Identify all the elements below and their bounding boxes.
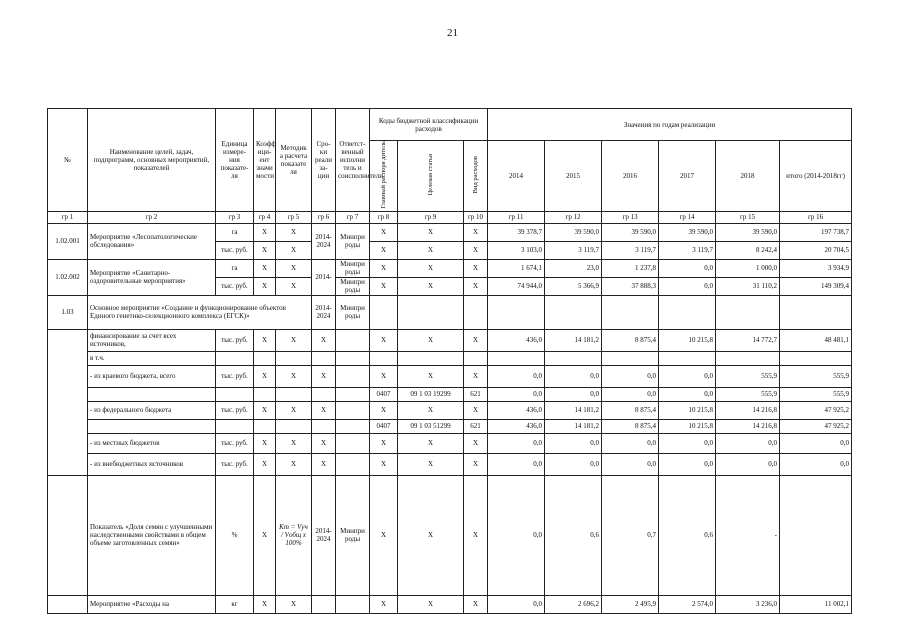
value-cell: 0,0: [602, 387, 659, 401]
group-label: гр 7: [336, 211, 370, 223]
coef-cell: X: [254, 329, 276, 351]
term-cell: 2014-2024: [312, 223, 336, 259]
code-cell: X: [398, 365, 464, 387]
value-cell: 0,0: [488, 387, 545, 401]
code-cell: X: [370, 453, 398, 475]
method-cell: X: [276, 595, 312, 613]
table-row: [48, 351, 852, 365]
row-name: - из краевого бюджета, всего: [88, 365, 216, 387]
group-label: гр 5: [276, 211, 312, 223]
table-row: [48, 433, 852, 453]
code-cell: X: [370, 433, 398, 453]
value-cell: 0,0: [602, 453, 659, 475]
value-cell: 11 002,1: [780, 595, 852, 613]
value-cell: 0,0: [659, 453, 716, 475]
table-row: [48, 475, 852, 595]
group-label: гр 3: [216, 211, 254, 223]
value-cell: 0,0: [545, 387, 602, 401]
coef-cell: X: [254, 475, 276, 595]
value-cell: 3 934,9: [780, 259, 852, 277]
code-cell: X: [464, 365, 488, 387]
responsible-cell: Минпри роды: [336, 259, 370, 277]
header-coef: Коэфф ици-ент значи мости: [254, 109, 276, 212]
term-cell: X: [312, 329, 336, 351]
table-row: [48, 401, 852, 419]
value-cell: 555,9: [780, 365, 852, 387]
responsible-cell: Минпри роды: [336, 277, 370, 295]
value-cell: 23,0: [545, 259, 602, 277]
term-cell: X: [312, 401, 336, 419]
code-cell: X: [464, 433, 488, 453]
value-cell: 0,7: [602, 475, 659, 595]
value-cell: 0,0: [780, 453, 852, 475]
formula-cell: Кт = Vуч / Vобщ x 100%: [276, 475, 312, 595]
header-year-2018: 2018: [716, 141, 780, 212]
value-cell: 0,0: [659, 365, 716, 387]
coef-cell: X: [254, 401, 276, 419]
value-cell: 0,0: [602, 433, 659, 453]
budget-table: [47, 108, 852, 614]
header-year-2017: 2017: [659, 141, 716, 212]
value-cell: 3 236,0: [716, 595, 780, 613]
value-cell: 14 181,2: [545, 419, 602, 433]
header-codes: Коды бюджетной классификации расходов: [370, 109, 488, 141]
value-cell: 0,0: [488, 475, 545, 595]
code-cell: X: [398, 595, 464, 613]
header-code-target: Целевая статья: [398, 141, 464, 212]
term-cell: X: [312, 433, 336, 453]
value-cell: 436,0: [488, 401, 545, 419]
value-cell: 2 574,0: [659, 595, 716, 613]
code-cell: X: [370, 259, 398, 277]
code-cell: 621: [464, 387, 488, 401]
code-cell: X: [464, 595, 488, 613]
value-cell: 39 590,0: [545, 223, 602, 241]
table-row: [48, 419, 852, 433]
header-year-2015: 2015: [545, 141, 602, 212]
code-cell: X: [398, 475, 464, 595]
value-cell: 14 181,2: [545, 329, 602, 351]
responsible-cell: Минпри роды: [336, 475, 370, 595]
value-cell: 8 875,4: [602, 329, 659, 351]
value-cell: 0,0: [659, 433, 716, 453]
value-cell: 3 119,7: [602, 241, 659, 259]
value-cell: 2 696,2: [545, 595, 602, 613]
row-name: в т.ч.: [88, 351, 216, 365]
row-name: Основное мероприятие «Создание и функционирование объектов Единого генетико-селекционного комплекса (ЕГСК)»: [88, 295, 312, 329]
code-cell: X: [464, 259, 488, 277]
unit-cell: га: [216, 223, 254, 241]
value-cell: 0,0: [716, 433, 780, 453]
coef-cell: X: [254, 365, 276, 387]
value-cell: 0,0: [545, 453, 602, 475]
method-cell: X: [276, 277, 312, 295]
value-cell: 14 181,2: [545, 401, 602, 419]
table-row: [48, 365, 852, 387]
group-label: гр 13: [602, 211, 659, 223]
header-num: №: [48, 109, 88, 212]
value-cell: 0,0: [659, 277, 716, 295]
code-cell: X: [398, 223, 464, 241]
value-cell: -: [716, 475, 780, 595]
value-cell: 39 590,0: [659, 223, 716, 241]
term-cell: X: [312, 453, 336, 475]
value-cell: 1 674,1: [488, 259, 545, 277]
header-code-main: Главный распоря дитель: [370, 141, 398, 212]
value-cell: 8 875,4: [602, 419, 659, 433]
value-cell: 37 888,3: [602, 277, 659, 295]
code-cell: X: [398, 401, 464, 419]
header-values: Значения по годам реализации: [488, 109, 852, 141]
value-cell: 8 875,4: [602, 401, 659, 419]
code-cell: X: [464, 241, 488, 259]
method-cell: X: [276, 401, 312, 419]
row-number: 1.02.002: [48, 259, 88, 295]
code-cell: X: [370, 401, 398, 419]
responsible-cell: Минпри роды: [336, 223, 370, 259]
responsible-cell: Минпри роды: [336, 295, 370, 329]
value-cell: 74 944,0: [488, 277, 545, 295]
code-cell: X: [464, 401, 488, 419]
code-cell: X: [398, 241, 464, 259]
value-cell: 555,9: [716, 387, 780, 401]
unit-cell: тыс. руб.: [216, 401, 254, 419]
group-label: гр 2: [88, 211, 216, 223]
value-cell: 0,0: [659, 259, 716, 277]
method-cell: X: [276, 453, 312, 475]
group-label: гр 10: [464, 211, 488, 223]
method-cell: X: [276, 365, 312, 387]
code-cell: X: [398, 453, 464, 475]
value-cell: 5 366,9: [545, 277, 602, 295]
row-name: Показатель «Доля семян с улучшенными наследственными свойствами в общем объеме заготовленных семян»: [88, 475, 216, 595]
coef-cell: X: [254, 241, 276, 259]
empty-cell: [48, 595, 88, 613]
unit-cell: кг: [216, 595, 254, 613]
group-label: гр 9: [398, 211, 464, 223]
coef-cell: X: [254, 453, 276, 475]
value-cell: 436,0: [488, 329, 545, 351]
value-cell: 0,0: [545, 433, 602, 453]
unit-cell: тыс. руб.: [216, 277, 254, 295]
value-cell: 0,6: [659, 475, 716, 595]
value-cell: 10 215,8: [659, 419, 716, 433]
unit-cell: га: [216, 259, 254, 277]
value-cell: 0,0: [545, 365, 602, 387]
page-number: 21: [447, 27, 458, 39]
term-cell: 2014-: [312, 259, 336, 295]
value-cell: 39 378,7: [488, 223, 545, 241]
code-cell: X: [398, 433, 464, 453]
value-cell: 0,0: [780, 433, 852, 453]
code-cell: X: [370, 277, 398, 295]
table-row: [48, 453, 852, 475]
header-year-2016: 2016: [602, 141, 659, 212]
code-cell: X: [370, 329, 398, 351]
value-cell: 436,0: [488, 419, 545, 433]
value-cell: 197 738,7: [780, 223, 852, 241]
unit-cell: %: [216, 475, 254, 595]
empty-cell: [48, 329, 88, 475]
value-cell: 149 309,4: [780, 277, 852, 295]
table-row: [48, 259, 852, 277]
table-row: [48, 387, 852, 401]
code-cell: 0407: [370, 387, 398, 401]
group-label: гр 1: [48, 211, 88, 223]
value-cell: 3 103,0: [488, 241, 545, 259]
value-cell: 3 119,7: [659, 241, 716, 259]
method-cell: X: [276, 223, 312, 241]
term-cell: 2014-2024: [312, 475, 336, 595]
table-row: [48, 223, 852, 241]
header-responsible: Ответст-венный исполни тель и соисполнители: [336, 109, 370, 212]
term-cell: X: [312, 365, 336, 387]
value-cell: 555,9: [780, 387, 852, 401]
header-name: Наименование целей, задач, подпрограмм, основных мероприятий, показателей: [88, 109, 216, 212]
value-cell: 14 772,7: [716, 329, 780, 351]
row-number: 1.03: [48, 295, 88, 329]
group-label: гр 8: [370, 211, 398, 223]
row-name: Мероприятие «Санитарно-оздоровительные мероприятия»: [88, 259, 216, 295]
group-label: гр 4: [254, 211, 276, 223]
code-cell: X: [464, 277, 488, 295]
code-cell: X: [398, 259, 464, 277]
coef-cell: X: [254, 277, 276, 295]
table-row: [48, 295, 852, 329]
value-cell: 48 481,1: [780, 329, 852, 351]
header-year-2014: 2014: [488, 141, 545, 212]
code-cell: X: [464, 453, 488, 475]
value-cell: 0,0: [716, 453, 780, 475]
value-cell: 1 237,8: [602, 259, 659, 277]
code-cell: 621: [464, 419, 488, 433]
value-cell: 14 216,8: [716, 419, 780, 433]
value-cell: 8 242,4: [716, 241, 780, 259]
header-year-total: итого (2014-2018гг): [780, 141, 852, 212]
value-cell: 39 590,0: [602, 223, 659, 241]
method-cell: X: [276, 433, 312, 453]
value-cell: 1 000,0: [716, 259, 780, 277]
code-cell: X: [370, 241, 398, 259]
header-unit: Единица измере-ния показате-ля: [216, 109, 254, 212]
code-cell: 09 1 03 51299: [398, 419, 464, 433]
value-cell: 0,0: [488, 365, 545, 387]
header-method: Методик а расчета показате ля: [276, 109, 312, 212]
unit-cell: тыс. руб.: [216, 241, 254, 259]
coef-cell: X: [254, 595, 276, 613]
row-name: - из местных бюджетов: [88, 433, 216, 453]
table-row: [48, 329, 852, 351]
value-cell: 31 110,2: [716, 277, 780, 295]
value-cell: [780, 475, 852, 595]
empty-cell: [48, 475, 88, 595]
code-cell: X: [370, 475, 398, 595]
term-cell: 2014-2024: [312, 295, 336, 329]
row-number: 1.02.001: [48, 223, 88, 259]
value-cell: 2 495,9: [602, 595, 659, 613]
row-name: - из внебюджетных источников: [88, 453, 216, 475]
value-cell: 0,6: [545, 475, 602, 595]
group-label: гр 16: [780, 211, 852, 223]
method-cell: X: [276, 259, 312, 277]
group-numbers-row: [48, 211, 852, 223]
row-name: Мероприятие «Расходы на: [88, 595, 216, 613]
responsible-cell: [336, 329, 370, 351]
value-cell: 10 215,8: [659, 329, 716, 351]
unit-cell: тыс. руб.: [216, 433, 254, 453]
code-cell: X: [370, 365, 398, 387]
value-cell: 10 215,8: [659, 401, 716, 419]
code-cell: X: [370, 595, 398, 613]
coef-cell: X: [254, 259, 276, 277]
group-label: гр 12: [545, 211, 602, 223]
value-cell: 47 925,2: [780, 419, 852, 433]
coef-cell: X: [254, 223, 276, 241]
coef-cell: X: [254, 433, 276, 453]
unit-cell: тыс. руб.: [216, 329, 254, 351]
code-cell: 0407: [370, 419, 398, 433]
value-cell: 39 590,0: [716, 223, 780, 241]
unit-cell: тыс. руб.: [216, 453, 254, 475]
table-row: [48, 595, 852, 613]
group-label: гр 11: [488, 211, 545, 223]
value-cell: 0,0: [488, 595, 545, 613]
group-label: гр 6: [312, 211, 336, 223]
code-cell: X: [464, 223, 488, 241]
value-cell: 555,9: [716, 365, 780, 387]
value-cell: 20 704,5: [780, 241, 852, 259]
value-cell: 3 119,7: [545, 241, 602, 259]
header-term: Сро-ки реали за-ции: [312, 109, 336, 212]
value-cell: 0,0: [488, 453, 545, 475]
value-cell: 0,0: [602, 365, 659, 387]
group-label: гр 15: [716, 211, 780, 223]
row-name: - из федерального бюджета: [88, 401, 216, 419]
code-cell: X: [398, 277, 464, 295]
unit-cell: тыс. руб.: [216, 365, 254, 387]
value-cell: 0,0: [659, 387, 716, 401]
value-cell: 0,0: [488, 433, 545, 453]
row-name: Мероприятие «Лесопатологические обследования»: [88, 223, 216, 259]
method-cell: X: [276, 241, 312, 259]
value-cell: 14 216,8: [716, 401, 780, 419]
row-name: финансирование за счет всех источников,: [88, 329, 216, 351]
code-cell: X: [370, 223, 398, 241]
method-cell: X: [276, 329, 312, 351]
code-cell: X: [464, 329, 488, 351]
header-code-type: Вид расходов: [464, 141, 488, 212]
group-label: гр 14: [659, 211, 716, 223]
value-cell: 47 925,2: [780, 401, 852, 419]
code-cell: X: [464, 475, 488, 595]
code-cell: X: [398, 329, 464, 351]
code-cell: 09 1 03 19299: [398, 387, 464, 401]
